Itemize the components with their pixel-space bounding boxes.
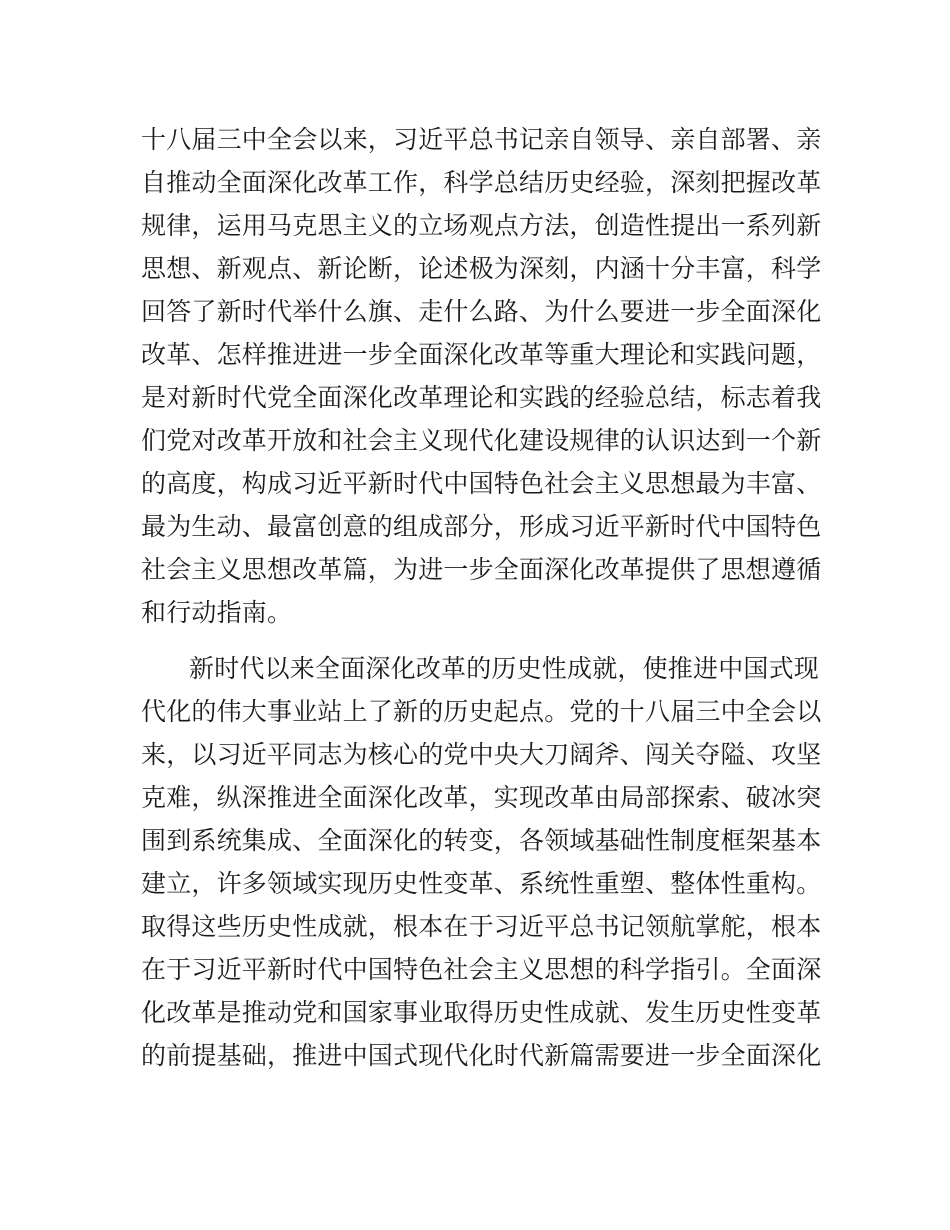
- text-line: 是对新时代党全面深化改革理论和实践的经验总结，标志着我: [141, 383, 822, 412]
- text-line: 和行动指南。: [141, 598, 293, 627]
- text-line: 改革、怎样推进进一步全面深化改革等重大理论和实践问题，: [141, 340, 822, 369]
- text-line: 自推动全面深化改革工作，科学总结历史经验，深刻把握改革: [141, 168, 822, 197]
- text-line: 规律，运用马克思主义的立场观点方法，创造性提出一系列新: [141, 211, 822, 240]
- text-line: 社会主义思想改革篇，为进一步全面深化改革提供了思想遵循: [141, 555, 822, 584]
- text-line: 围到系统集成、全面深化的转变，各领域基础性制度框架基本: [141, 826, 822, 855]
- text-line: 十八届三中全会以来，习近平总书记亲自领导、亲自部署、亲: [141, 125, 822, 154]
- text-line: 取得这些历史性成就，根本在于习近平总书记领航掌舵，根本: [141, 912, 822, 941]
- text-line: 克难，纵深推进全面深化改革，实现改革由局部探索、破冰突: [141, 783, 822, 812]
- text-line: 代化的伟大事业站上了新的历史起点。党的十八届三中全会以: [141, 697, 822, 726]
- text-line: 新时代以来全面深化改革的历史性成就，使推进中国式现: [189, 654, 820, 683]
- text-line: 化改革是推动党和国家事业取得历史性成就、发生历史性变革: [141, 998, 822, 1027]
- text-line: 建立，许多领域实现历史性变革、系统性重塑、整体性重构。: [141, 869, 822, 898]
- text-line: 回答了新时代举什么旗、走什么路、为什么要进一步全面深化: [141, 297, 822, 326]
- text-line: 的前提基础，推进中国式现代化时代新篇需要进一步全面深化: [141, 1041, 822, 1070]
- text-line: 们党对改革开放和社会主义现代化建设规律的认识达到一个新: [141, 426, 822, 455]
- text-line: 最为生动、最富创意的组成部分，形成习近平新时代中国特色: [141, 512, 822, 541]
- text-line: 思想、新观点、新论断，论述极为深刻，内涵十分丰富，科学: [141, 254, 822, 283]
- text-line: 的高度，构成习近平新时代中国特色社会主义思想最为丰富、: [141, 469, 822, 498]
- text-line: 来，以习近平同志为核心的党中央大刀阔斧、闯关夺隘、攻坚: [141, 740, 822, 769]
- text-line: 在于习近平新时代中国特色社会主义思想的科学指引。全面深: [141, 955, 822, 984]
